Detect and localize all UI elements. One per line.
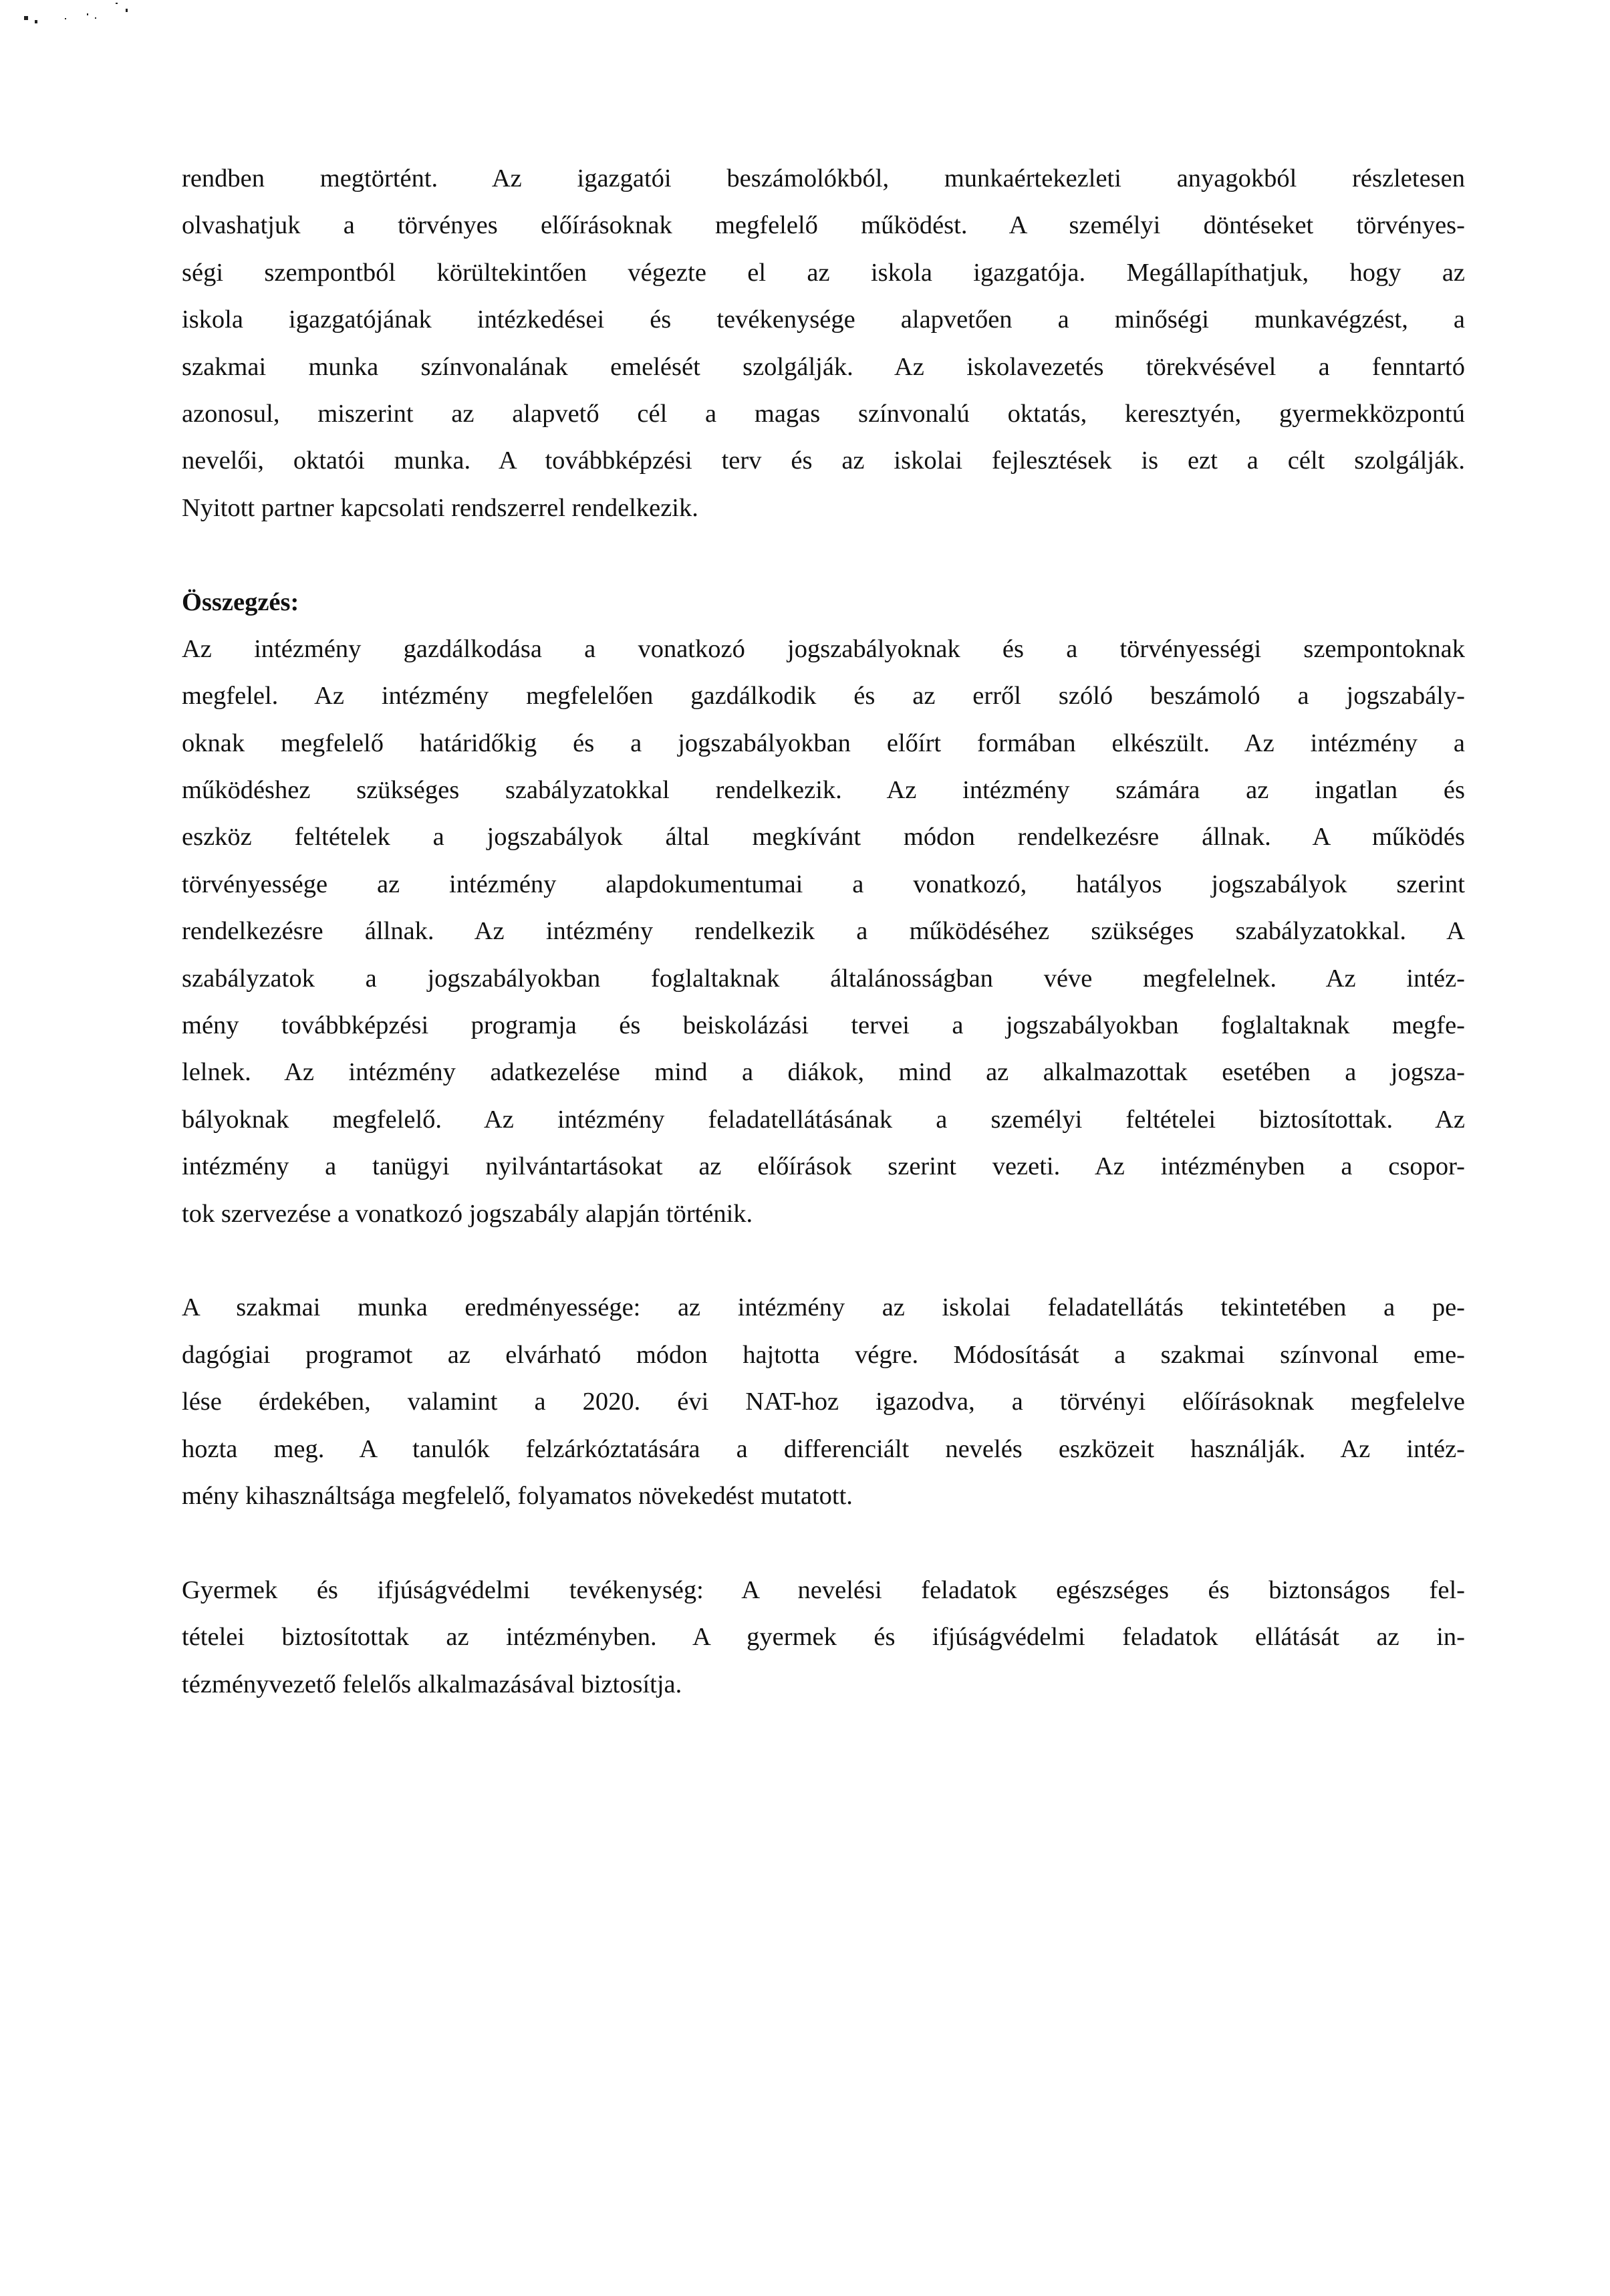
scan-speck (35, 20, 37, 23)
text-line: azonosul, miszerint az alapvető cél a magas színvonalú oktatás, keresztyén, gyermekközpontú (182, 399, 1465, 428)
text-line: hozta meg. A tanulók felzárkóztatására a differenciált nevelés eszközeit használják. Az intéz- (182, 1434, 1465, 1463)
paragraph-intro (182, 155, 1465, 531)
text-line: Nyitott partner kapcsolati rendszerrel rendelkezik. (182, 493, 698, 522)
paragraph-gap (182, 531, 1465, 578)
scan-speck (116, 3, 118, 4)
text-line: szakmai munka színvonalának emelését szolgálják. Az iskolavezetés törekvésével a fenntartó (182, 352, 1465, 381)
scan-speck (65, 18, 66, 19)
text-line: Az intézmény gazdálkodása a vonatkozó jogszabályoknak és a törvényességi szempontoknak (182, 634, 1465, 663)
text-line: oknak megfelelő határidőkig és a jogszabályokban előírt formában elkészült. Az intézmény a (182, 729, 1465, 757)
text-line: nevelői, oktatói munka. A továbbképzési terv és az iskolai fejlesztések is ezt a célt szolgálják. (182, 447, 1465, 475)
text-line: eszköz feltételek a jogszabályok által megkívánt módon rendelkezésre állnak. A működés (182, 823, 1465, 852)
text-line: rendben megtörtént. Az igazgatói beszámolókból, munkaértekezleti anyagokból részletesen (182, 164, 1465, 193)
text-line: megfelel. Az intézmény megfelelően gazdálkodik és az erről szóló beszámoló a jogszabály- (182, 682, 1465, 711)
scan-speck (95, 17, 96, 19)
text-line: bályoknak megfelelő. Az intézmény feladatellátásának a személyi feltételei biztosítottak. Az (182, 1105, 1465, 1134)
document-page (182, 155, 1465, 1708)
text-line: Gyermek és ifjúságvédelmi tevékenység: A nevelési feladatok egészséges és biztonságos fel- (182, 1575, 1465, 1604)
paragraph-gap (182, 1237, 1465, 1284)
text-line: tok szervezése a vonatkozó jogszabály alapján történik. (182, 1199, 753, 1228)
text-line: mény továbbképzési programja és beiskolázási tervei a jogszabályokban foglaltaknak megfe- (182, 1011, 1465, 1040)
text-line: olvashatjuk a törvényes előírásoknak megfelelő működést. A személyi döntéseket törvényes- (182, 211, 1465, 240)
paragraph-child-protection (182, 1567, 1465, 1708)
paragraph-summary (182, 579, 1465, 1237)
paragraph-professional-work (182, 1284, 1465, 1519)
text-line: szabályzatok a jogszabályokban foglaltaknak általánosságban véve megfelelnek. Az intéz- (182, 964, 1465, 993)
text-line: tételei biztosítottak az intézményben. A gyermek és ifjúságvédelmi feladatok ellátását az in- (182, 1623, 1465, 1652)
text-line: dagógiai programot az elvárható módon hajtotta végre. Módosítását a szakmai színvonal eme- (182, 1340, 1465, 1369)
text-line: lelnek. Az intézmény adatkezelése mind a diákok, mind az alkalmazottak esetében a jogsza- (182, 1058, 1465, 1087)
scan-speck (126, 9, 128, 12)
text-line: lése érdekében, valamint a 2020. évi NAT-hoz igazodva, a törvényi előírásoknak megfelelve (182, 1388, 1465, 1416)
scan-speck (24, 16, 28, 20)
text-line: törvényessége az intézmény alapdokumentumai a vonatkozó, hatályos jogszabályok szerint (182, 870, 1465, 898)
paragraph-gap (182, 1519, 1465, 1566)
text-line: A szakmai munka eredményessége: az intézmény az iskolai feladatellátás tekintetében a pe- (182, 1293, 1465, 1322)
scan-speck (87, 13, 88, 15)
text-line: mény kihasználtsága megfelelő, folyamatos növekedést mutatott. (182, 1481, 853, 1510)
section-heading: Összegzés: (182, 588, 299, 616)
text-line: tézményvezető felelős alkalmazásával biztosítja. (182, 1670, 682, 1698)
text-line: ségi szempontból körültekintően végezte el az iskola igazgatója. Megállapíthatjuk, hogy az (182, 258, 1465, 287)
text-line: intézmény a tanügyi nyilvántartásokat az előírások szerint vezeti. Az intézményben a csopor- (182, 1152, 1465, 1181)
text-line: iskola igazgatójának intézkedései és tevékenysége alapvetően a minőségi munkavégzést, a (182, 305, 1465, 334)
text-line: működéshez szükséges szabályzatokkal rendelkezik. Az intézmény számára az ingatlan és (182, 776, 1465, 805)
text-line: rendelkezésre állnak. Az intézmény rendelkezik a működéséhez szükséges szabályzatokkal. A (182, 917, 1465, 946)
